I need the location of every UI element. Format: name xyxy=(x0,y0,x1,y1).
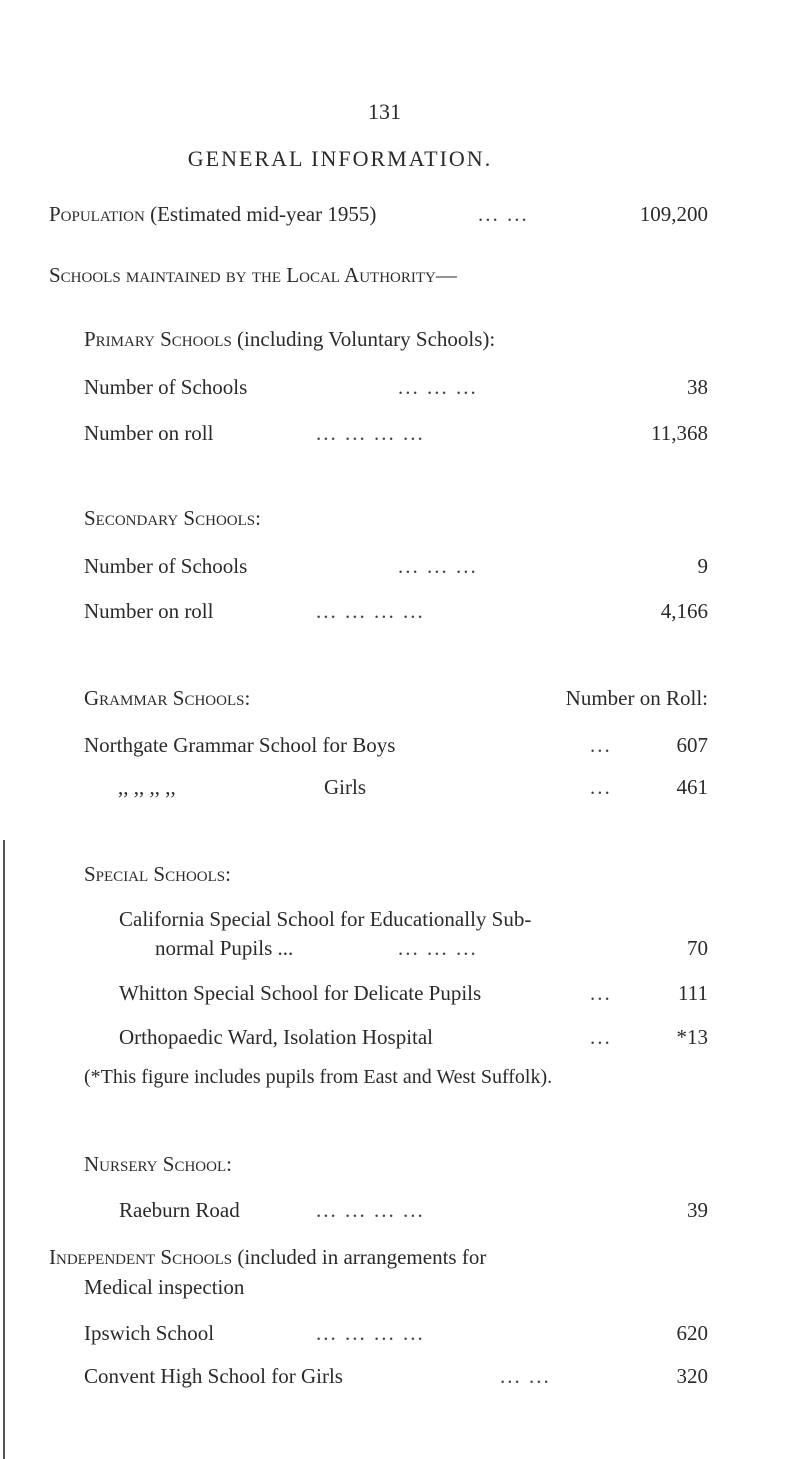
grammar-column-header: Number on Roll: xyxy=(565,686,708,710)
independent-row-label: Ipswich School xyxy=(84,1321,215,1345)
independent-qualifier-line1: (included in arrangements for xyxy=(237,1245,487,1269)
grammar-row-label: Girls xyxy=(324,775,366,799)
primary-qualifier: (including Voluntary Schools): xyxy=(237,327,496,351)
nursery-title: Nursery School: xyxy=(84,1152,232,1176)
independent-row-value: 320 xyxy=(676,1364,708,1388)
primary-title: Primary Schools xyxy=(84,327,232,351)
special-row-dots: ... xyxy=(590,981,612,1005)
population-value: 109,200 xyxy=(639,202,708,226)
secondary-row-value: 4,166 xyxy=(660,599,708,623)
grammar-title: Grammar Schools: xyxy=(84,686,251,710)
special-row-dots: ... ... ... xyxy=(398,936,478,960)
grammar-row-dots: ... xyxy=(590,733,612,757)
nursery-row-value: 39 xyxy=(687,1198,708,1222)
special-title: Special Schools: xyxy=(84,862,231,886)
independent-title: Independent Schools xyxy=(49,1245,233,1269)
schools-heading: Schools maintained by the Local Authority— xyxy=(49,263,457,287)
grammar-row-label: Northgate Grammar School for Boys xyxy=(84,733,396,757)
page-number: 131 xyxy=(368,99,401,124)
nursery-row-dots: ... ... ... ... xyxy=(316,1198,425,1222)
page-title: GENERAL INFORMATION. xyxy=(187,146,493,171)
independent-row-dots: ... ... xyxy=(500,1364,551,1388)
primary-row-value: 38 xyxy=(687,375,708,399)
independent-row-label: Convent High School for Girls xyxy=(84,1364,343,1388)
secondary-row-label: Number of Schools xyxy=(84,554,248,578)
special-row-label-line1: California Special School for Educationally Sub- xyxy=(119,907,532,931)
independent-row-dots: ... ... ... ... xyxy=(316,1321,425,1345)
nursery-row-label: Raeburn Road xyxy=(119,1198,240,1222)
primary-row-value: 11,368 xyxy=(651,421,708,445)
special-row-value: 111 xyxy=(678,981,708,1005)
grammar-row-value: 461 xyxy=(676,775,708,799)
page-margin-rule xyxy=(3,840,5,1459)
grammar-row-value: 607 xyxy=(676,733,708,757)
independent-qualifier-line2: Medical inspection xyxy=(84,1275,245,1299)
special-row-dots: ... xyxy=(590,1025,612,1049)
special-row-value: *13 xyxy=(676,1025,708,1049)
population-line xyxy=(49,202,376,227)
primary-row-label: Number of Schools xyxy=(84,375,248,399)
primary-row-label: Number on roll xyxy=(84,421,214,445)
special-row-label: Orthopaedic Ward, Isolation Hospital xyxy=(119,1025,434,1049)
special-row-value: 70 xyxy=(687,936,708,960)
independent-heading xyxy=(49,1245,486,1270)
independent-row-value: 620 xyxy=(676,1321,708,1345)
grammar-row-ditto: ,, ,, ,, ,, xyxy=(118,775,176,799)
special-row-label-line2: normal Pupils ... xyxy=(155,936,294,960)
secondary-row-value: 9 xyxy=(697,554,708,578)
primary-row-dots: ... ... ... ... xyxy=(316,421,425,445)
special-row-label: Whitton Special School for Delicate Pupils xyxy=(119,981,482,1005)
population-dots: ... ... xyxy=(478,202,529,226)
population-label: Population xyxy=(49,202,145,226)
secondary-row-dots: ... ... ... xyxy=(398,554,478,578)
secondary-row-label: Number on roll xyxy=(84,599,214,623)
secondary-title: Secondary Schools: xyxy=(84,506,261,530)
secondary-row-dots: ... ... ... ... xyxy=(316,599,425,623)
population-qualifier: (Estimated mid-year 1955) xyxy=(150,202,377,226)
special-footnote: (*This figure includes pupils from East and West Suffolk). xyxy=(84,1066,553,1088)
grammar-row-dots: ... xyxy=(590,775,612,799)
primary-row-dots: ... ... ... xyxy=(398,375,478,399)
primary-heading xyxy=(84,327,495,352)
